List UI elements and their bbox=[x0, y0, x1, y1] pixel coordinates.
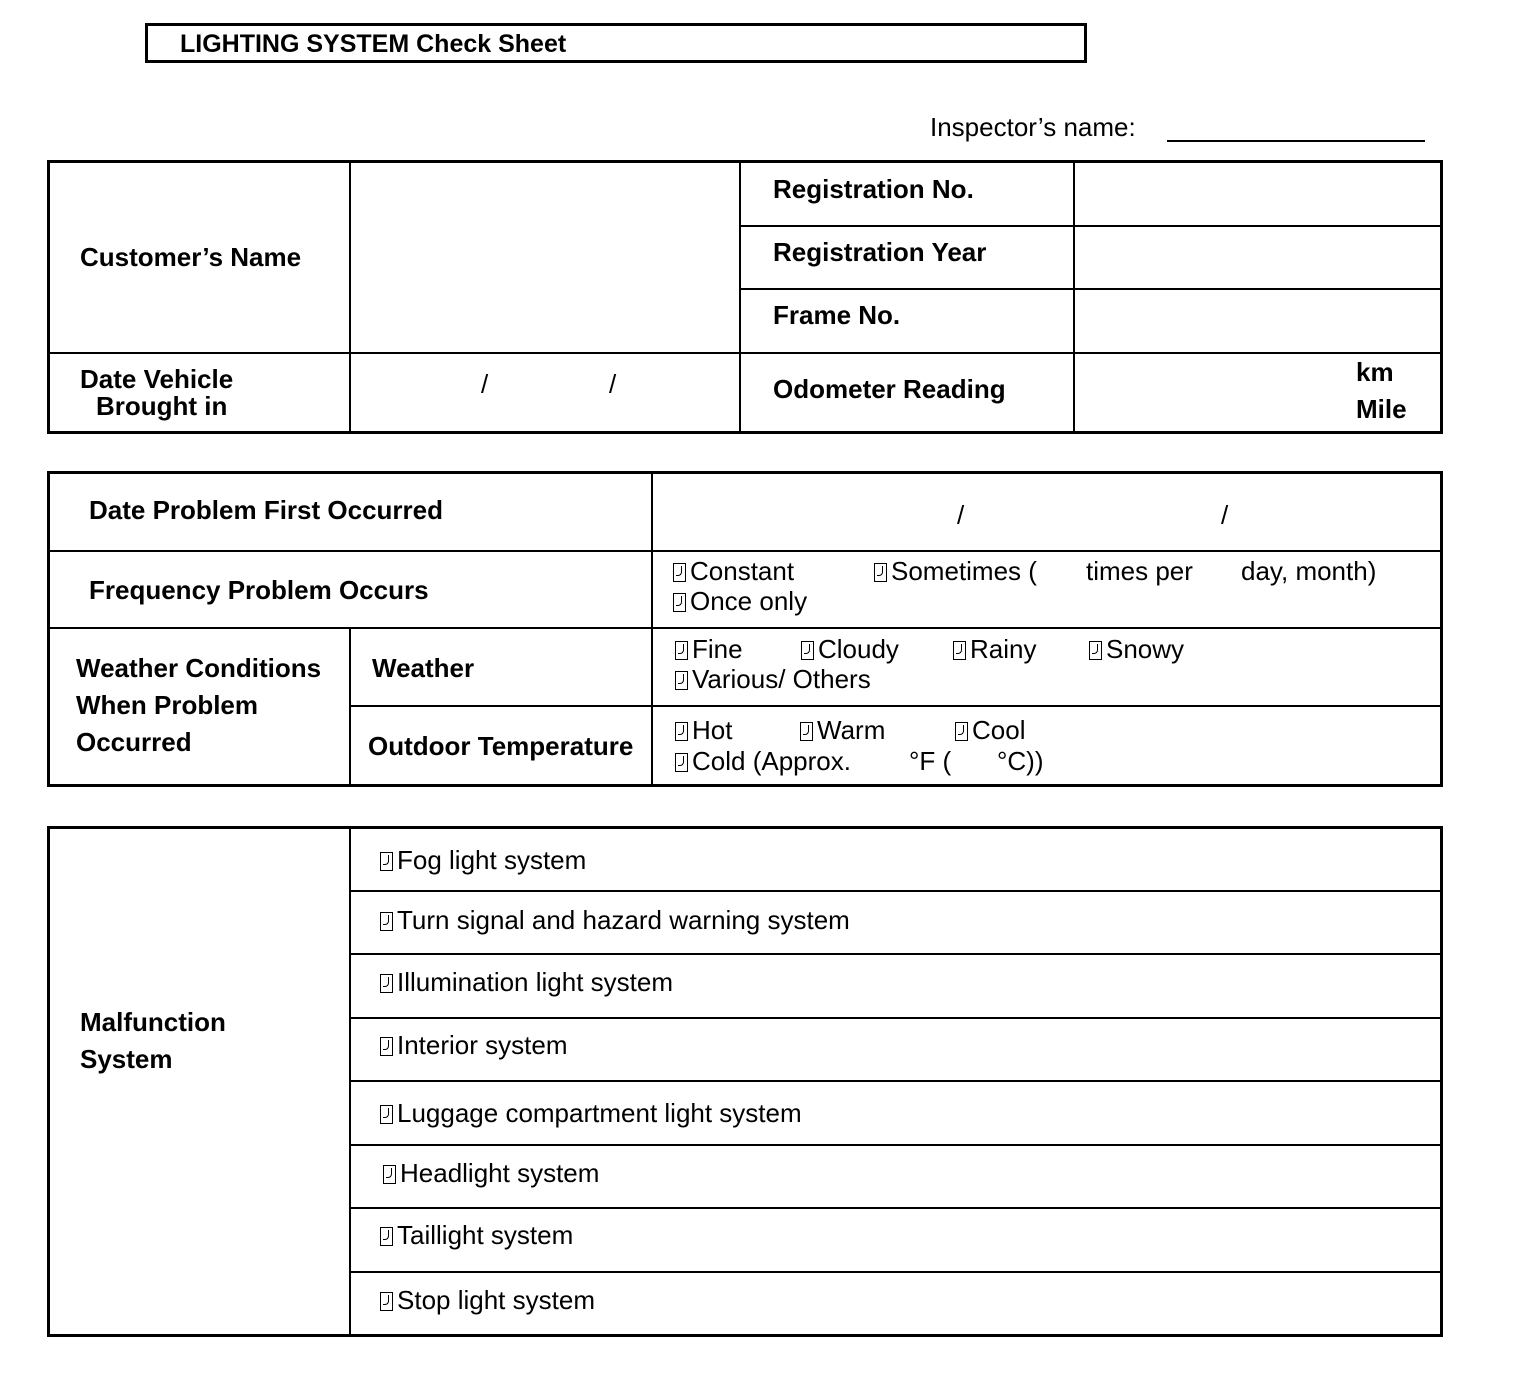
checkbox-icon bbox=[675, 753, 688, 772]
weather-rainy-option[interactable] bbox=[953, 634, 1036, 664]
malfunction-item[interactable] bbox=[380, 905, 850, 935]
checkbox-icon bbox=[380, 1105, 393, 1124]
divider bbox=[351, 705, 1441, 707]
temp-cold-text: Cold (Approx. bbox=[692, 746, 851, 776]
freq-sometimes-option[interactable] bbox=[874, 556, 1037, 586]
weather-fine-option[interactable] bbox=[675, 634, 743, 664]
divider bbox=[351, 890, 1441, 892]
weather-snowy-text: Snowy bbox=[1106, 634, 1185, 664]
registration-no-field[interactable] bbox=[1076, 164, 1440, 224]
unit-mile: Mile bbox=[1356, 394, 1407, 424]
temp-hot-text: Hot bbox=[692, 715, 733, 745]
checkbox-icon bbox=[675, 641, 688, 660]
checkbox-icon bbox=[874, 563, 887, 582]
weather-snowy-option[interactable] bbox=[1089, 634, 1184, 664]
checkbox-icon bbox=[380, 1292, 393, 1311]
odometer-label: Odometer Reading bbox=[773, 374, 1006, 404]
divider bbox=[49, 550, 1441, 552]
temp-f-unit: °F ( bbox=[909, 746, 952, 776]
registration-year-field[interactable] bbox=[1076, 228, 1440, 287]
malfunction-item-text: Headlight system bbox=[400, 1158, 600, 1188]
divider bbox=[349, 162, 351, 432]
malfunction-label-line1: Malfunction bbox=[80, 1007, 226, 1037]
date-first-occurred-label: Date Problem First Occurred bbox=[89, 495, 443, 525]
inspector-name-line[interactable] bbox=[1167, 140, 1425, 142]
malfunction-item-text: Interior system bbox=[397, 1030, 568, 1060]
date-slash: / bbox=[957, 500, 965, 530]
divider bbox=[740, 288, 1441, 290]
weather-various-text: Various/ Others bbox=[692, 664, 871, 694]
divider bbox=[351, 1144, 1441, 1146]
outdoor-temp-label: Outdoor Temperature bbox=[368, 731, 634, 761]
malfunction-item-text: Fog light system bbox=[397, 845, 587, 875]
freq-times-per: times per bbox=[1086, 556, 1193, 586]
malfunction-item[interactable] bbox=[380, 1098, 802, 1128]
divider bbox=[1073, 162, 1075, 432]
malfunction-item[interactable] bbox=[380, 1030, 568, 1060]
checkbox-icon bbox=[673, 593, 686, 612]
weather-fine-text: Fine bbox=[692, 634, 743, 664]
customer-name-label: Customer’s Name bbox=[80, 242, 302, 272]
checkbox-icon bbox=[380, 912, 393, 931]
divider bbox=[351, 1080, 1441, 1082]
freq-constant-option[interactable] bbox=[673, 556, 794, 586]
inspector-label: Inspector’s name: bbox=[930, 112, 1136, 142]
checkbox-icon bbox=[675, 722, 688, 741]
malfunction-label-line2: System bbox=[80, 1044, 173, 1074]
checkbox-icon bbox=[380, 1037, 393, 1056]
divider bbox=[49, 352, 1441, 354]
date-brought-label-line2: Brought in bbox=[96, 391, 228, 421]
malfunction-item[interactable] bbox=[380, 1220, 573, 1250]
checkbox-icon bbox=[380, 974, 393, 993]
registration-year-label: Registration Year bbox=[773, 237, 987, 267]
date-brought-label-line1: Date Vehicle bbox=[80, 364, 234, 394]
temp-hot-option[interactable] bbox=[675, 715, 732, 745]
divider bbox=[351, 1017, 1441, 1019]
odometer-field[interactable] bbox=[1076, 355, 1346, 431]
checkbox-icon bbox=[801, 641, 814, 660]
weather-rainy-text: Rainy bbox=[970, 634, 1037, 664]
temp-cool-option[interactable] bbox=[955, 715, 1025, 745]
date-first-occurred-field[interactable] bbox=[654, 475, 1440, 549]
malfunction-item-text: Illumination light system bbox=[397, 967, 673, 997]
divider bbox=[49, 627, 1441, 629]
weather-label: Weather bbox=[372, 653, 475, 683]
frame-no-field[interactable] bbox=[1076, 291, 1440, 351]
checkbox-icon bbox=[675, 671, 688, 690]
temp-warm-option[interactable] bbox=[800, 715, 885, 745]
freq-sometimes-text: Sometimes ( bbox=[891, 556, 1037, 586]
divider bbox=[739, 162, 741, 432]
weather-cloudy-option[interactable] bbox=[801, 634, 899, 664]
divider bbox=[351, 1271, 1441, 1273]
divider bbox=[351, 953, 1441, 955]
malfunction-item-text: Stop light system bbox=[397, 1285, 595, 1315]
checkbox-icon bbox=[383, 1165, 396, 1184]
title-box bbox=[145, 23, 1087, 63]
conditions-label-line2: When Problem bbox=[76, 690, 259, 720]
malfunction-item[interactable] bbox=[380, 845, 586, 875]
freq-day-month: day, month) bbox=[1241, 556, 1377, 586]
divider bbox=[651, 473, 653, 785]
temp-cool-text: Cool bbox=[972, 715, 1026, 745]
date-slash: / bbox=[609, 369, 617, 399]
divider bbox=[351, 1207, 1441, 1209]
sheet-title: LIGHTING SYSTEM Check Sheet bbox=[180, 30, 567, 58]
checkbox-icon bbox=[955, 722, 968, 741]
checkbox-icon bbox=[953, 641, 966, 660]
malfunction-item-text: Taillight system bbox=[397, 1220, 574, 1250]
temp-cold-option[interactable] bbox=[675, 746, 851, 776]
conditions-label-line3: Occurred bbox=[76, 727, 192, 757]
date-slash: / bbox=[1221, 500, 1229, 530]
freq-once-text: Once only bbox=[690, 586, 808, 616]
malfunction-item[interactable] bbox=[380, 1285, 595, 1315]
registration-no-label: Registration No. bbox=[773, 174, 974, 204]
conditions-label-line1: Weather Conditions bbox=[76, 653, 322, 683]
weather-cloudy-text: Cloudy bbox=[818, 634, 899, 664]
checkbox-icon bbox=[800, 722, 813, 741]
freq-once-option[interactable] bbox=[673, 586, 807, 616]
date-brought-field[interactable] bbox=[352, 355, 738, 431]
temp-warm-text: Warm bbox=[817, 715, 886, 745]
temp-c-unit: °C)) bbox=[997, 746, 1044, 776]
freq-constant-text: Constant bbox=[690, 556, 795, 586]
malfunction-item[interactable] bbox=[380, 967, 673, 997]
malfunction-item-text: Turn signal and hazard warning system bbox=[397, 905, 850, 935]
malfunction-item-text: Luggage compartment light system bbox=[397, 1098, 802, 1128]
checkbox-icon bbox=[380, 852, 393, 871]
customer-name-field[interactable] bbox=[352, 164, 738, 351]
unit-km: km bbox=[1356, 357, 1394, 387]
malfunction-item[interactable] bbox=[383, 1158, 599, 1188]
frame-no-label: Frame No. bbox=[773, 300, 901, 330]
checkbox-icon bbox=[673, 563, 686, 582]
checkbox-icon bbox=[1089, 641, 1102, 660]
date-slash: / bbox=[481, 369, 489, 399]
checkbox-icon bbox=[380, 1227, 393, 1246]
weather-various-option[interactable] bbox=[675, 664, 871, 694]
frequency-label: Frequency Problem Occurs bbox=[89, 575, 429, 605]
divider bbox=[740, 225, 1441, 227]
